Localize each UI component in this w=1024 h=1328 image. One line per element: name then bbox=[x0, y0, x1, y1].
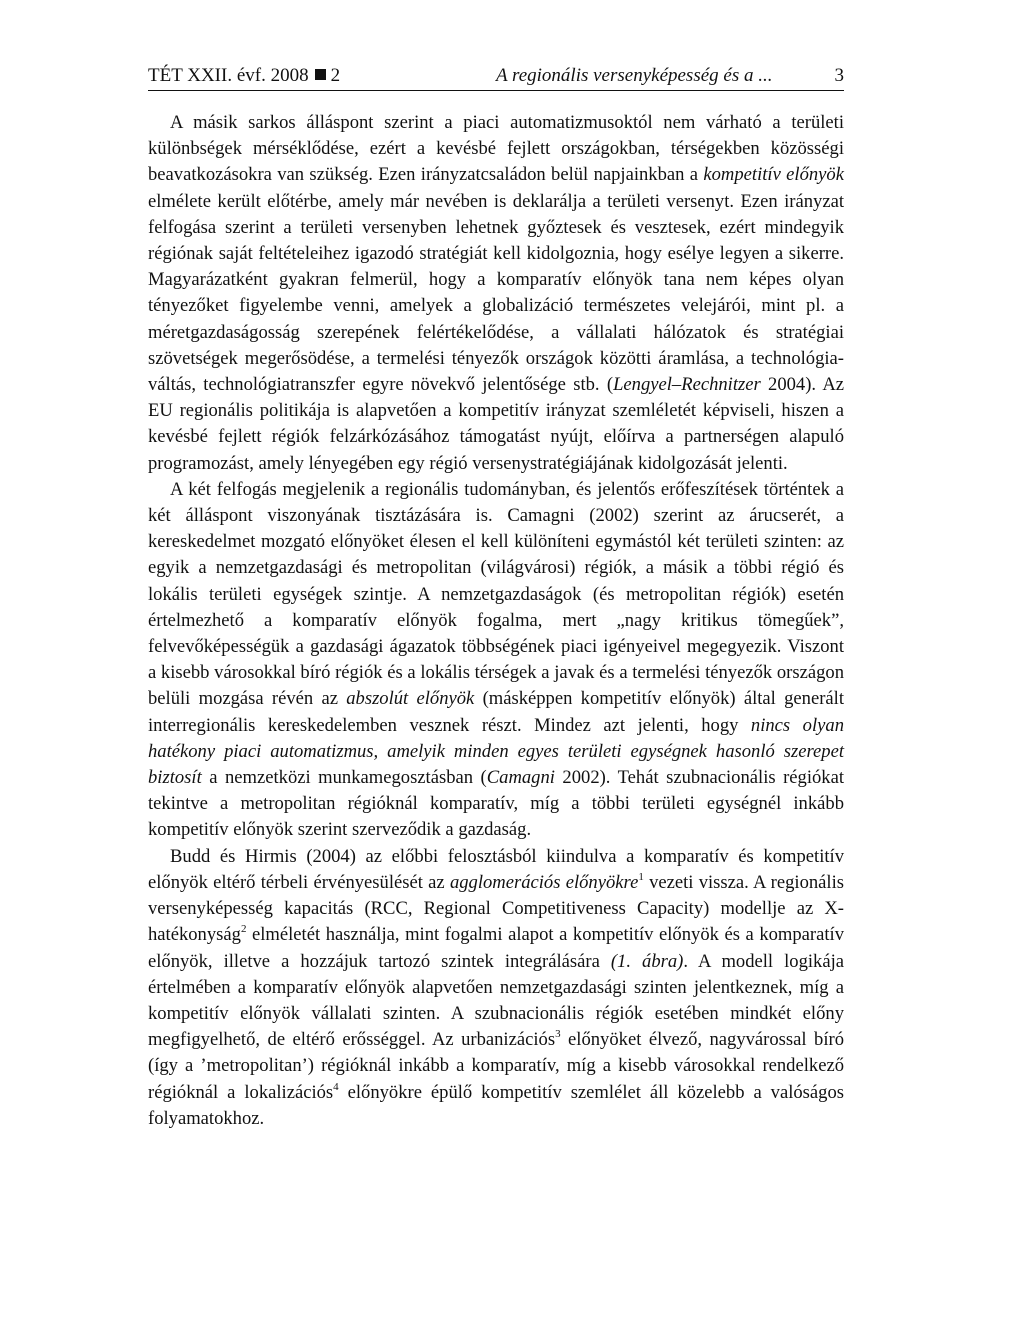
issue-number: 2 bbox=[330, 65, 341, 86]
text-segment: előnyöket élvező, nagyvárossal bíró (így a ’metropolitan’) régióknál inkább a komparatív, míg a kisebb városokkal rendelkező régióknál a lokalizációs bbox=[148, 1029, 844, 1103]
journal-name: TÉT XXII. évf. 2008 bbox=[148, 65, 309, 86]
footnote-ref: 1 bbox=[638, 870, 644, 883]
square-bullet-icon bbox=[315, 69, 326, 80]
italic-term: kompetitív előnyök bbox=[703, 164, 844, 186]
figure-reference: (1. ábra) bbox=[610, 950, 684, 972]
text-segment: A két felfogás megjelenik a regionális tudományban, és jelentős erőfeszítések történtek a két álláspont viszonyának tisztázására is. Camagni (2002) szerint az árucserét, a kereskedelmet mozgató előnyöket élesen el kell különíteni egymástól két területi szinten: az egyik a nemzetgazdasági és metropolitan (világvárosi) régiók, a másik a többi régió és lokális területi egységek szintje. A nemzetgazdaságok (és metropolitan régiók) esetén értelmezhető a komparatív előnyök fogalma, mert „nagy kritikus tömegűek”, felvevőképességük a gazdasági ágazatok többségének piaci igényeivel megegyezik. Viszont a kisebb városokkal bíró régiók és a lokális térségek a javak és a termelési tényezők országon belüli mozgása révén az bbox=[148, 478, 844, 710]
running-header bbox=[148, 60, 844, 91]
page-number: 3 bbox=[834, 65, 844, 86]
text-segment: . A modell logikája értelmében a komparatív előnyök alapvetően nemzetgazdasági szinten jelentkeznek, míg a kompetitív előnyök vállalati szinten. A szubnacionális régiók esetében mindkét előny megfigyelhető, de eltérő erősséggel. Az urbanizációs bbox=[148, 950, 845, 1051]
text-segment: Budd és Hirmis (2004) az előbbi felosztásból kiindulva a komparatív és kompetitív előnyök eltérő térbeli érvényesülését az bbox=[148, 845, 844, 893]
italic-term: abszolút előnyök bbox=[346, 688, 475, 710]
citation-author: Lengyel–Rechnitzer bbox=[613, 374, 761, 396]
text-segment: vezeti vissza. A regionális versenyképesség kapacitás (RCC, Regional Competitiveness Capacity) modellje az X-hatékonyság bbox=[148, 871, 845, 946]
paragraph bbox=[148, 110, 844, 477]
text-segment: a nemzetközi munkamegosztásban ( bbox=[201, 767, 487, 789]
footnote-ref: 3 bbox=[555, 1028, 561, 1041]
paragraph bbox=[148, 477, 844, 844]
body-text bbox=[148, 110, 844, 1132]
citation-author: Camagni bbox=[486, 767, 555, 789]
footnote-ref: 2 bbox=[240, 923, 247, 936]
text-segment: előnyökre épülő kompetitív szemlélet áll közelebb a valóságos folyamatokhoz. bbox=[148, 1081, 844, 1129]
text-segment: (másképpen kompetitív előnyök) által generált interregionális kereskedelemben vesznek részt. Mindez azt jelenti, hogy bbox=[148, 688, 844, 736]
text-segment: elmélete került előtérbe, amely már nevében is deklarálja a területi versenyt. Ezen irányzat felfogása szerint a területi versenyben lehetnek győztesek és vesztesek, ezért mindegyik régiónak saját feltételeihez igazodó stratégiát kell kidolgoznia, hogy esélye legyen a sikerre. Magyarázatként gyakran felmerül, hogy a komparatív előnyök tana nem képes olyan tényezőket figyelembe venni, amelyek a globalizáció természetes velejárói, mint pl. a méretgazdaságosság szerepének felértékelődése, a vállalati hálózatok és stratégiai szövetségek megerősödése, a termelési tényezők országok közötti áramlása, a technológia-váltás, technológiatranszfer egyre növekvő jelentősége stb. ( bbox=[148, 190, 844, 396]
journal-info bbox=[148, 62, 340, 90]
running-title: A regionális versenyképesség és a ... bbox=[496, 65, 773, 86]
paragraph bbox=[148, 844, 844, 1132]
text-segment: elméletét használja, mint fogalmi alapot a kompetitív előnyök és a komparatív előnyök, illetve a hozzájuk tartozó szintek integrálására bbox=[148, 924, 844, 972]
text-segment: A másik sarkos álláspont szerint a piaci automatizmusoktól nem várható a területi különbségek mérséklődése, ezért a kevésbé fejlett országokban, térségekben közösségi beavatkozásokra van szükség. Ezen irányzatcsaládon belül napjainkban a bbox=[148, 112, 844, 186]
italic-term: agglomerációs előnyökre bbox=[449, 871, 639, 893]
text-segment: 2002). Tehát szubnacionális régiókat tekintve a metropolitan régióknál komparatív, míg a többi területi egységnél inkább kompetitív előnyök szerint szerveződik a gazdaság. bbox=[148, 767, 845, 841]
text-segment: 2004). Az EU regionális politikája is alapvetően a kompetitív irányzat szemléletét képviseli, hiszen a kevésbé fejlett régiók felzárkózásához támogatást nyújt, előírva a partnerségen alapuló programozást, amely lényegében egy régió versenystratégiájának kidolgozását jelenti. bbox=[148, 374, 845, 474]
italic-emphasis: nincs olyan hatékony piaci automatizmus, amelyik minden egyes területi egységnek hasonló szerepet biztosít bbox=[148, 714, 844, 789]
footnote-ref: 4 bbox=[333, 1080, 339, 1093]
